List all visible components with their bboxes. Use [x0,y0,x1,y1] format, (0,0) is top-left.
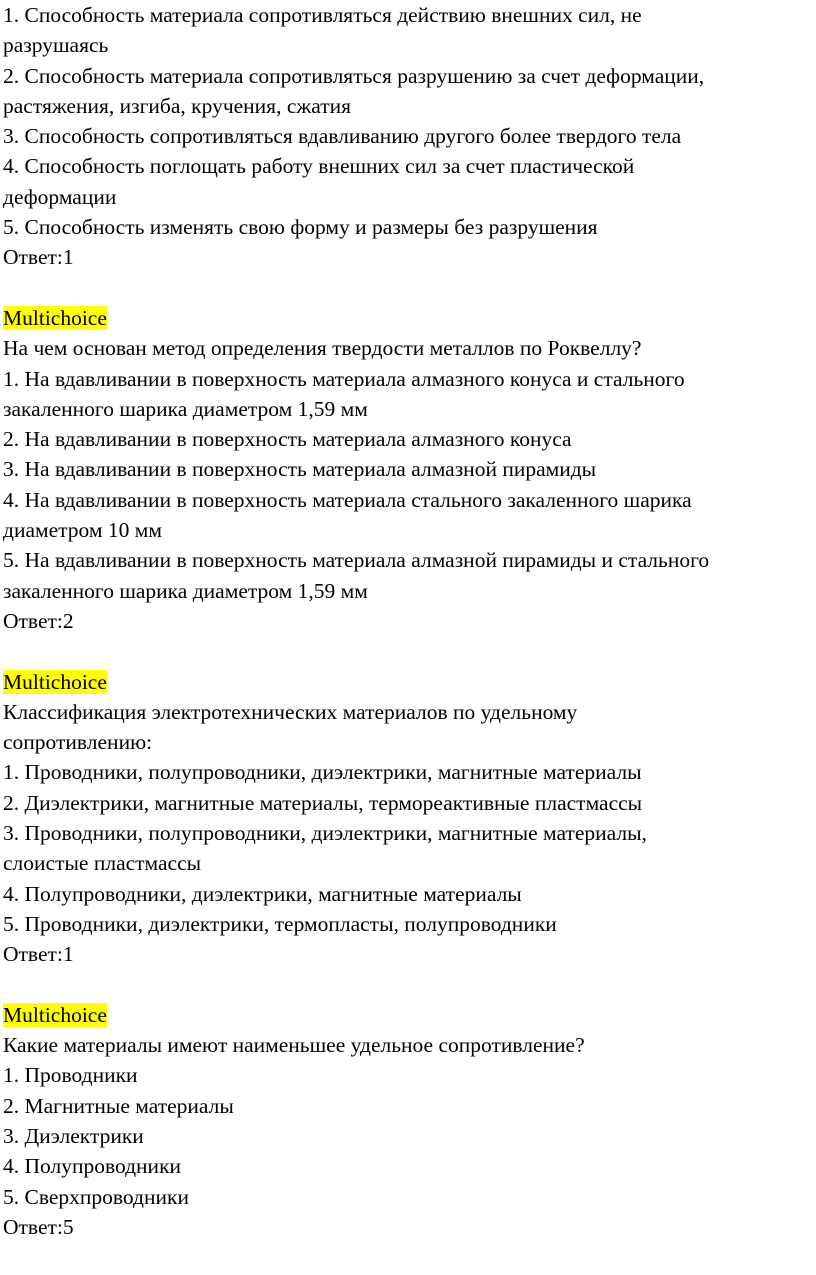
question-block-1 [3,303,813,636]
option-1 [3,757,813,787]
question-text: На чем основан метод определения твердости металлов по Роквеллу? [3,336,642,361]
option-line: 1. На вдавливании в поверхность материала алмазного конуса и стального [3,366,685,391]
option-5 [3,1182,813,1212]
option-line: 2. На вдавливании в поверхность материала алмазного конуса [3,427,572,452]
block-spacer [3,273,813,303]
question-text: Какие материалы имеют наименьшее удельное сопротивление? [3,1033,585,1058]
option-line: 3. Проводники, полупроводники, диэлектрики, магнитные материалы, [3,821,647,846]
option-5 [3,545,813,606]
option-2 [3,61,813,122]
question-block-0 [3,0,813,273]
option-line: 4. Полупроводники [3,1154,182,1179]
option-4 [3,151,813,212]
option-line: растяжения, изгиба, кручения, сжатия [3,93,351,118]
option-line: диаметром 10 мм [3,518,162,543]
option-line: 5. Способность изменять свою форму и размеры без разрушения [3,215,598,240]
option-1 [3,1060,813,1090]
option-4 [3,485,813,546]
option-5 [3,909,813,939]
option-line: 2. Диэлектрики, магнитные материалы, термореактивные пластмассы [3,790,643,815]
option-line: разрушаясь [3,33,109,58]
option-line: 2. Способность материала сопротивляться разрушению за счет деформации, [3,63,705,88]
option-3 [3,818,813,879]
option-line: 3. На вдавливании в поверхность материала алмазной пирамиды [3,457,597,482]
option-line: 4. Полупроводники, диэлектрики, магнитные материалы [3,881,522,906]
option-4 [3,1151,813,1181]
answer-line: Ответ:1 [3,245,74,270]
option-3 [3,121,813,151]
option-line: 5. Сверхпроводники [3,1184,189,1209]
option-4 [3,879,813,909]
multichoice-tag: Multichoice [3,1002,107,1027]
option-2 [3,788,813,818]
answer-line: Ответ:1 [3,942,74,967]
question-block-3 [3,1000,813,1242]
option-line: 3. Диэлектрики [3,1123,144,1148]
option-line: 5. Проводники, диэлектрики, термопласты, полупроводники [3,911,557,936]
option-3 [3,454,813,484]
question-text: Классификация электротехнических материалов по удельному [3,699,578,724]
block-spacer [3,970,813,1000]
multichoice-tag: Multichoice [3,305,107,330]
block-spacer [3,636,813,666]
option-line: 1. Способность материала сопротивляться действию внешних сил, не [3,3,642,27]
option-line: 5. На вдавливании в поверхность материала алмазной пирамиды и стального [3,548,710,573]
option-line: закаленного шарика диаметром 1,59 мм [3,578,368,603]
option-5 [3,212,813,242]
question-text: сопротивлению: [3,730,153,755]
option-2 [3,424,813,454]
option-line: деформации [3,184,117,209]
option-line: закаленного шарика диаметром 1,59 мм [3,396,368,421]
option-2 [3,1091,813,1121]
option-line: 4. Способность поглощать работу внешних сил за счет пластической [3,154,635,179]
option-3 [3,1121,813,1151]
option-line: 3. Способность сопротивляться вдавливанию другого более твердого тела [3,124,682,149]
option-line: 4. На вдавливании в поверхность материала стального закаленного шарика [3,487,692,512]
option-line: 1. Проводники, полупроводники, диэлектрики, магнитные материалы [3,760,642,785]
option-1 [3,364,813,425]
option-1 [3,0,813,61]
option-line: 2. Магнитные материалы [3,1093,234,1118]
option-line: 1. Проводники [3,1063,138,1088]
multichoice-tag: Multichoice [3,669,107,694]
option-line: слоистые пластмассы [3,851,202,876]
answer-line: Ответ:5 [3,1214,74,1239]
document-page [3,0,813,1242]
question-block-2 [3,667,813,970]
answer-line: Ответ:2 [3,608,74,633]
